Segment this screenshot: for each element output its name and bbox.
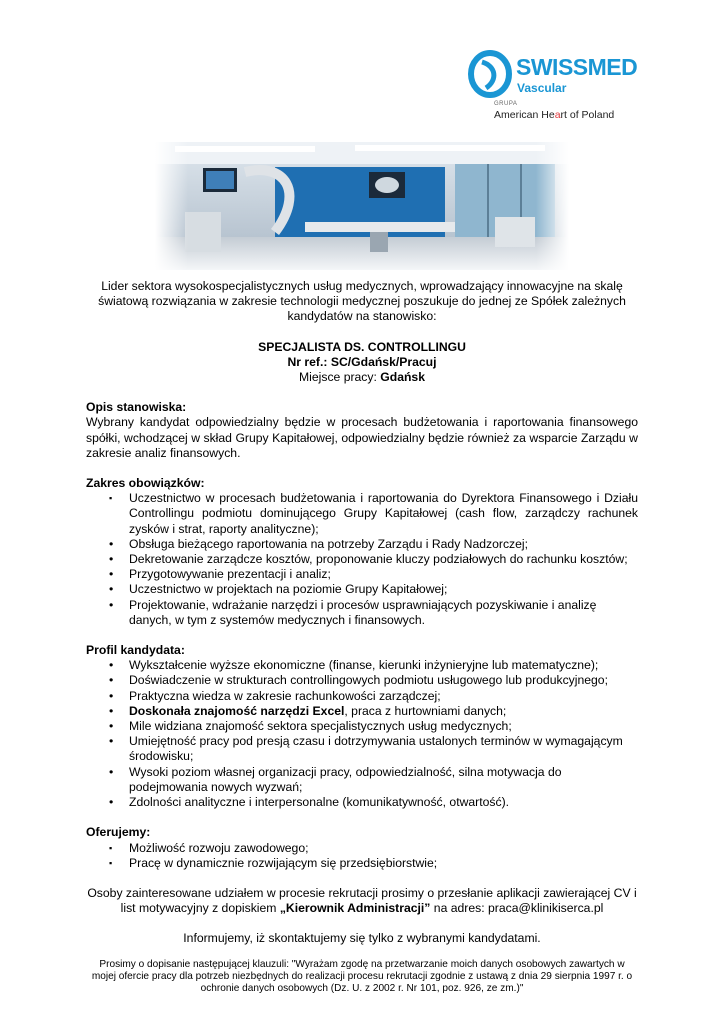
- gdpr-clause: Prosimy o dopisanie następującej klauzuli: "Wyrażam zgodę na przetwarzanie moich danych osobowych zawartych w mojej ofercie pracy dla potrzeb niezbędnych do realizacji procesu rekrutacji zgodnie z ustawą z dnia 29 sierpnia 1997 r. o ochronie danych osobowych (Dz. U. z 2002 r. Nr 101, poz. 926, ze zm.)": [91, 958, 633, 994]
- logo-subbrand: Vascular: [517, 81, 567, 95]
- logo-brand: SWISSMED: [516, 54, 638, 80]
- list-item: • Wykształcenie wyższe ekonomiczne (finanse, kierunki inżynieryjne lub matematyczne);: [109, 658, 599, 673]
- list-item: • Przygotowywanie prezentacji i analiz;: [109, 567, 331, 582]
- duties-list: [86, 491, 638, 628]
- list-item: ▪ Uczestnictwo w procesach budżetowania i raportowania do Dyrektora Finansowego i Działu Controllingu podmiotu dominującego Grupy Kapitałowej (cash flow, zarządczy rachunek zysków i strat, raporty analityczne);: [109, 491, 638, 536]
- application-instructions: Osoby zainteresowane udziałem w procesie rekrutacji prosimy o przesłanie aplikacji zawierającej CV i list motywacyjny z dopiskiem „Kierownik Administracji” na adres: praca@klinikiserca.pl: [87, 885, 637, 916]
- list-item: • Zdolności analityczne i interpersonalne (komunikatywność, otwartość).: [109, 795, 510, 810]
- position-reference: Nr ref.: SC/Gdańsk/Pracuj: [287, 354, 437, 369]
- work-location: Miejsce pracy: Gdańsk: [299, 370, 425, 385]
- job-ad-body: [86, 279, 638, 995]
- position-title: SPECJALISTA DS. CONTROLLINGU: [258, 339, 466, 354]
- list-item: • Doświadczenie w strukturach controllingowych podmiotu usługowego lub produkcyjnego;: [109, 673, 608, 688]
- list-item: • Projektowanie, wdrażanie narzędzi i procesów usprawniających pozyskiwanie i analizę danych, w tym z systemów medycznych i finansowych.: [109, 597, 597, 627]
- company-logo: [468, 48, 638, 123]
- list-item: • Praktyczna wiedza w zakresie rachunkowości zarządczej;: [109, 688, 441, 703]
- swissmed-swirl-icon: [468, 50, 512, 98]
- duties-heading: Zakres obowiązków:: [86, 476, 205, 491]
- list-item: • Uczestnictwo w projektach na poziomie Grupy Kapitałowej;: [109, 582, 448, 597]
- intro-paragraph: Lider sektora wysokospecjalistycznych usług medycznych, wprowadzający innowacyjne na skalę światową rozwiązania w zakresie technologii medycznej poszukuje do jednej ze Spółek zależnych kandydatów na stanowisko:: [98, 279, 626, 324]
- offer-heading: Oferujemy:: [86, 825, 151, 840]
- list-item: ▪ Możliwość rozwoju zawodowego;: [109, 840, 309, 855]
- offer-list: [86, 841, 638, 871]
- description-text: Wybrany kandydat odpowiedzialny będzie w procesach budżetowania i raportowania finansowego spółki, wchodzącej w skład Grupy Kapitałowej, odpowiedzialny będzie również za wsparcie Zarządu w zakresie analiz finansowych.: [86, 415, 638, 460]
- description-heading: Opis stanowiska:: [86, 400, 187, 415]
- operating-room-photo: [155, 142, 569, 270]
- contact-notice: Informujemy, iż skontaktujemy się tylko z wybranymi kandydatami.: [183, 931, 541, 946]
- profile-list: [86, 658, 638, 810]
- list-item: • Wysoki poziom własnej organizacji pracy, odpowiedzialność, silna motywacja do podejmowania nowych wyzwań;: [109, 764, 562, 794]
- list-item: • Mile widziana znajomość sektora specjalistycznych usług medycznych;: [109, 719, 512, 734]
- list-item: • Umiejętność pracy pod presją czasu i dotrzymywania ustalonych terminów w wymagającym środowisku;: [109, 734, 623, 764]
- list-item: ▪ Pracę w dynamicznie rozwijającym się przedsiębiorstwie;: [109, 855, 438, 870]
- profile-heading: Profil kandydata:: [86, 643, 185, 658]
- logo-group-label: GRUPA: [494, 101, 518, 107]
- list-item: • Obsługa bieżącego raportowania na potrzeby Zarządu i Rady Nadzorczej;: [109, 536, 529, 551]
- logo-group-name: American Heart of Poland: [494, 109, 615, 121]
- list-item: • Doskonała znajomość narzędzi Excel, praca z hurtowniami danych;: [109, 703, 507, 718]
- list-item: • Dekretowanie zarządcze kosztów, proponowanie kluczy podziałowych do rachunku kosztów;: [109, 552, 628, 567]
